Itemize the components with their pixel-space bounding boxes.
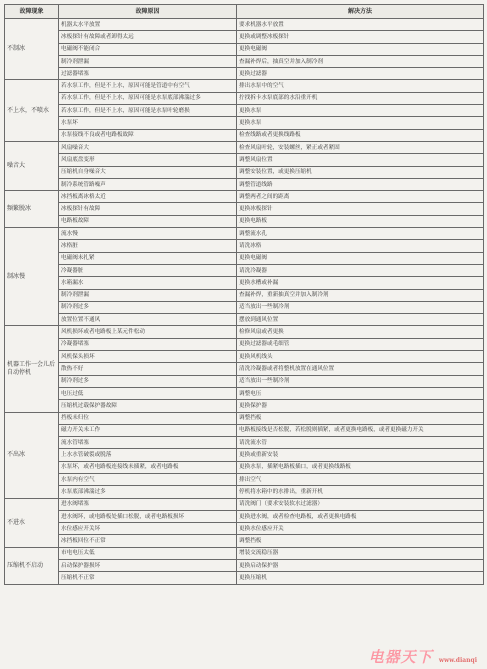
fault-cause-cell: 制冷剂泄漏 xyxy=(59,289,237,301)
solution-cell: 更换过滤器 xyxy=(237,68,484,80)
fault-cause-cell: 压缩机不正常 xyxy=(59,572,237,584)
table-row xyxy=(5,228,484,240)
table-row xyxy=(5,449,484,461)
fault-symptom-cell: 不出冰 xyxy=(5,412,59,498)
table-row xyxy=(5,473,484,485)
table-row xyxy=(5,264,484,276)
solution-cell: 更换水位感应开关 xyxy=(237,523,484,535)
fault-cause-cell: 冷凝器堵塞 xyxy=(59,338,237,350)
fault-cause-cell: 若水泵工作，但是不上水，原因可能是管道中有空气 xyxy=(59,80,237,92)
solution-cell: 调整风扇位置 xyxy=(237,154,484,166)
watermark-sub: www.dianqi xyxy=(438,657,477,664)
table-row xyxy=(5,80,484,92)
table-row xyxy=(5,129,484,141)
solution-cell: 排出水泵中的空气 xyxy=(237,80,484,92)
table-row xyxy=(5,240,484,252)
fault-cause-cell: 水位感应开关坏 xyxy=(59,523,237,535)
fault-symptom-cell: 不制冰 xyxy=(5,19,59,80)
table-row xyxy=(5,510,484,522)
fault-cause-cell: 电磁阀未扎紧 xyxy=(59,252,237,264)
fault-cause-cell: 上水水管破裂或脱落 xyxy=(59,449,237,461)
fault-cause-cell: 市电电压太低 xyxy=(59,547,237,559)
table-row xyxy=(5,400,484,412)
table-row xyxy=(5,68,484,80)
table-row xyxy=(5,92,484,104)
solution-cell: 更换或调整冰板探针 xyxy=(237,31,484,43)
solution-cell: 更换冰板探针 xyxy=(237,203,484,215)
table-row xyxy=(5,375,484,387)
fault-cause-cell: 启动保护器损坏 xyxy=(59,560,237,572)
fault-cause-cell: 冰挡板回位不正常 xyxy=(59,535,237,547)
fault-cause-cell: 水泵坏，或者电路板连接线未插紧，或者电路板 xyxy=(59,461,237,473)
solution-cell: 停机将水箱中的水排出，重新开机 xyxy=(237,486,484,498)
solution-cell: 更换电磁阀 xyxy=(237,43,484,55)
solution-cell: 清洗冷凝器或者将整机放置在通风位置 xyxy=(237,363,484,375)
solution-cell: 检查线路或者更换线路板 xyxy=(237,129,484,141)
fault-symptom-cell: 机器工作一会儿后自动停机 xyxy=(5,326,59,412)
table-row xyxy=(5,338,484,350)
fault-cause-cell: 风机保头损坏 xyxy=(59,351,237,363)
fault-cause-cell: 制冷剂泄漏 xyxy=(59,55,237,67)
solution-cell: 调整挡板 xyxy=(237,535,484,547)
table-row xyxy=(5,31,484,43)
solution-cell: 更换电磁阀 xyxy=(237,252,484,264)
header-symptom: 故障现象 xyxy=(5,5,59,19)
table-row xyxy=(5,314,484,326)
fault-cause-cell: 水泵内有空气 xyxy=(59,473,237,485)
table-row xyxy=(5,547,484,559)
table-header-row xyxy=(5,5,484,19)
fault-cause-cell: 电磁阀不能闭合 xyxy=(59,43,237,55)
fault-symptom-cell: 噪音大 xyxy=(5,141,59,190)
fault-cause-cell: 制冷剂过多 xyxy=(59,301,237,313)
table-row xyxy=(5,55,484,67)
solution-cell: 要求机器水平放置 xyxy=(237,19,484,31)
table-row xyxy=(5,43,484,55)
header-cause: 故障原因 xyxy=(59,5,237,19)
watermark-text: 电器天下 xyxy=(368,648,433,666)
fault-cause-cell: 挡板未归位 xyxy=(59,412,237,424)
table-row xyxy=(5,154,484,166)
fault-cause-cell: 进水阀坏，或电路板处插口松脱，或者电路板损坏 xyxy=(59,510,237,522)
fault-cause-cell: 进水阀堵塞 xyxy=(59,498,237,510)
solution-cell: 更换启动保护器 xyxy=(237,560,484,572)
fault-cause-cell: 流水管堵塞 xyxy=(59,437,237,449)
solution-cell: 调整两者之间的距离 xyxy=(237,191,484,203)
fault-table xyxy=(4,4,484,585)
fault-cause-cell: 压缩机过载保护器故障 xyxy=(59,400,237,412)
solution-cell: 更换水泵 xyxy=(237,117,484,129)
fault-symptom-cell: 不上水，不喷水 xyxy=(5,80,59,141)
table-body xyxy=(5,19,484,585)
solution-cell: 调整管道线路 xyxy=(237,178,484,190)
table-row xyxy=(5,461,484,473)
table-row xyxy=(5,178,484,190)
table-row xyxy=(5,289,484,301)
table-row xyxy=(5,277,484,289)
fault-cause-cell: 磁力开关未工作 xyxy=(59,424,237,436)
table-row xyxy=(5,191,484,203)
fault-cause-cell: 风扇底盘变形 xyxy=(59,154,237,166)
table-row xyxy=(5,412,484,424)
table-row xyxy=(5,351,484,363)
table-row xyxy=(5,301,484,313)
fault-symptom-cell: 不进水 xyxy=(5,498,59,547)
table-row xyxy=(5,19,484,31)
table-row xyxy=(5,117,484,129)
fault-cause-cell: 压缩机自身噪音大 xyxy=(59,166,237,178)
solution-cell: 调整电压 xyxy=(237,387,484,399)
table-row xyxy=(5,166,484,178)
solution-cell: 检查风扇叶轮，安装螺丝，紧正或者紧固 xyxy=(237,141,484,153)
table-row xyxy=(5,203,484,215)
table-row xyxy=(5,437,484,449)
solution-cell: 更换压缩机 xyxy=(237,572,484,584)
fault-symptom-cell: 制冰慢 xyxy=(5,228,59,326)
fault-cause-cell: 若水泵工作，但是不上水，原因可能是水泵叶轮磨损 xyxy=(59,105,237,117)
solution-cell: 查漏补焊，重新抽真空并加入制冷剂 xyxy=(237,289,484,301)
table-row xyxy=(5,486,484,498)
solution-cell: 调整流水孔 xyxy=(237,228,484,240)
table-row xyxy=(5,387,484,399)
solution-cell: 摆放到通风位置 xyxy=(237,314,484,326)
fault-cause-cell: 电压过低 xyxy=(59,387,237,399)
table-row xyxy=(5,252,484,264)
fault-cause-cell: 散热不好 xyxy=(59,363,237,375)
header-solution: 解决方法 xyxy=(237,5,484,19)
solution-cell: 请洗冷凝器 xyxy=(237,264,484,276)
fault-cause-cell: 风机损坏或者电路板上某元件松动 xyxy=(59,326,237,338)
solution-cell: 排出空气 xyxy=(237,473,484,485)
solution-cell: 更换保护器 xyxy=(237,400,484,412)
fault-cause-cell: 水泵坏 xyxy=(59,117,237,129)
solution-cell: 查漏补焊后，抽真空并加入制冷剂 xyxy=(237,55,484,67)
fault-cause-cell: 制冷剂过多 xyxy=(59,375,237,387)
solution-cell: 电路板接线是否松脱，若松脱则插紧，或者更换电路板，或者更换磁力开关 xyxy=(237,424,484,436)
table-row xyxy=(5,535,484,547)
fault-symptom-cell: 压缩机不启动 xyxy=(5,547,59,584)
table-row xyxy=(5,141,484,153)
solution-cell: 更换水泵 xyxy=(237,105,484,117)
solution-cell: 更换电路板 xyxy=(237,215,484,227)
fault-symptom-cell: 频繁脱冰 xyxy=(5,191,59,228)
table-row xyxy=(5,523,484,535)
solution-cell: 请洗阀门（要求安装软水过滤器） xyxy=(237,498,484,510)
solution-cell: 增装交流稳压器 xyxy=(237,547,484,559)
table-row xyxy=(5,326,484,338)
fault-cause-cell: 冰板探针有故障 xyxy=(59,203,237,215)
table-row xyxy=(5,560,484,572)
solution-cell: 检修风扇或者更换 xyxy=(237,326,484,338)
solution-cell: 更换过滤器或毛细管 xyxy=(237,338,484,350)
fault-cause-cell: 水箱漏水 xyxy=(59,277,237,289)
table-row xyxy=(5,363,484,375)
solution-cell: 更换水槽或补漏 xyxy=(237,277,484,289)
fault-cause-cell: 冰板探针有故障或者卸得太远 xyxy=(59,31,237,43)
solution-cell: 请洗流水管 xyxy=(237,437,484,449)
table-row xyxy=(5,498,484,510)
solution-cell: 请洗冰格 xyxy=(237,240,484,252)
solution-cell: 调整安装位置，或更换压缩机 xyxy=(237,166,484,178)
table-row xyxy=(5,572,484,584)
solution-cell: 调整挡板 xyxy=(237,412,484,424)
solution-cell: 拧找拆卡水泵底部的水沿重开机 xyxy=(237,92,484,104)
solution-cell: 更换水泵，插紧电路板插口，或者更换线路板 xyxy=(237,461,484,473)
solution-cell: 更换进水阀，或者检查电路板，或者更换电路板 xyxy=(237,510,484,522)
solution-cell: 适当放出一些制冷剂 xyxy=(237,375,484,387)
fault-cause-cell: 流水慢 xyxy=(59,228,237,240)
fault-cause-cell: 制冷系统管路噪声 xyxy=(59,178,237,190)
table-row xyxy=(5,424,484,436)
solution-cell: 适当放出一些制冷剂 xyxy=(237,301,484,313)
table-row xyxy=(5,105,484,117)
fault-cause-cell: 水泵接线不良或者电路板故障 xyxy=(59,129,237,141)
table-row xyxy=(5,215,484,227)
solution-cell: 更换风机线头 xyxy=(237,351,484,363)
fault-cause-cell: 过滤器堵塞 xyxy=(59,68,237,80)
fault-cause-cell: 冰格脏 xyxy=(59,240,237,252)
solution-cell: 更换或重新安装 xyxy=(237,449,484,461)
fault-cause-cell: 冷凝器脏 xyxy=(59,264,237,276)
fault-cause-cell: 风扇噪音大 xyxy=(59,141,237,153)
fault-cause-cell: 水泵底部沸湍过多 xyxy=(59,486,237,498)
fault-cause-cell: 电路板故障 xyxy=(59,215,237,227)
fault-cause-cell: 冰挡板离冰格太近 xyxy=(59,191,237,203)
fault-cause-cell: 若水泵工作，但是不上水，原因可能是水泵底部沸湍过多 xyxy=(59,92,237,104)
fault-cause-cell: 放置位置不通风 xyxy=(59,314,237,326)
watermark-logo xyxy=(369,646,477,667)
fault-cause-cell: 机器太水平放置 xyxy=(59,19,237,31)
